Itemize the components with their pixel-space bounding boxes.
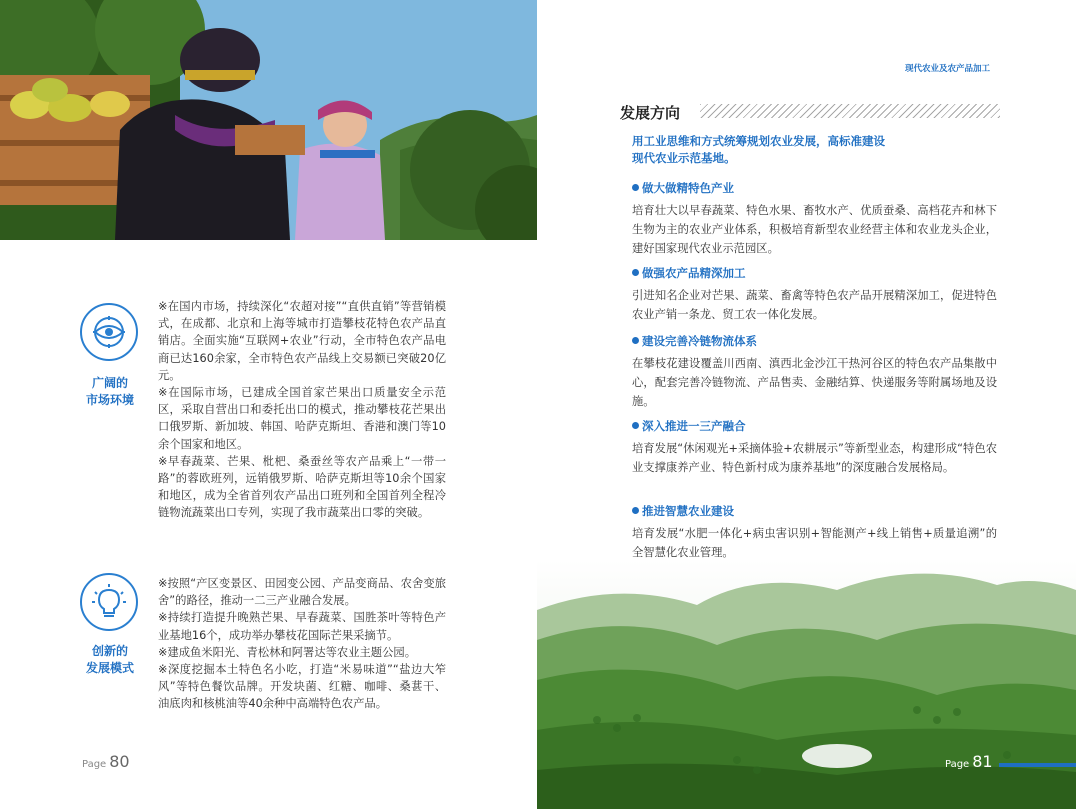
item-body: 培育壮大以早春蔬菜、特色水果、畜牧水产、优质蚕桑、高档花卉和林下生物为主的农业产业体系，积极培育新型农业经营主体和农业龙头企业，建好国家现代农业示范园区。 <box>632 204 997 255</box>
paragraph: ※按照“产区变景区、田园变公园、产品变商品、农舍变旅舍”的路径，推动一二三产业融合发展。 <box>158 577 446 608</box>
direction-item <box>632 265 997 324</box>
paragraph: ※持续打造提升晚熟芒果、早春蔬菜、国胜茶叶等特色产业基地16个，成功举办攀枝花国际芒果采摘节。 <box>158 611 446 642</box>
item-body: 在攀枝花建设覆盖川西南、滇西北金沙江干热河谷区的特色农产品集散中心，配套完善冷链物流、产品售卖、金融结算、快递服务等附属场地及设施。 <box>632 357 997 408</box>
lead-line: 用工业思维和方式统筹规划农业发展，高标准建设 <box>632 134 885 148</box>
page-number: 80 <box>109 752 130 771</box>
page-label: Page <box>82 759 107 770</box>
section-body-model <box>158 575 446 713</box>
lead-text <box>632 133 992 167</box>
item-body: 培育发展“水肥一体化+病虫害识别+智能测产+线上销售+质量追溯”的全智慧化农业管理。 <box>632 527 997 559</box>
item-heading-text: 做大做精特色产业 <box>642 181 734 195</box>
item-heading-text: 推进智慧农业建设 <box>642 504 734 518</box>
item-body: 培育发展“休闲观光+采摘体验+农耕展示”等新型业态，构建形成“特色农业支撑康养产业、特色新村成为康养基地”的深度融合发展格局。 <box>632 442 997 474</box>
bullet-dot-icon <box>632 422 639 429</box>
accent-bar <box>999 763 1076 767</box>
page-number: 81 <box>972 752 993 771</box>
title-line: 广阔的 <box>91 376 128 390</box>
bullet-dot-icon <box>632 507 639 514</box>
page-number-left <box>82 752 130 771</box>
direction-item <box>632 333 997 411</box>
right-page <box>537 0 1076 809</box>
bullet-dot-icon <box>632 184 639 191</box>
direction-item <box>632 503 997 562</box>
paragraph: ※深度挖掘本土特色名小吃，打造“米易味道”“盐边大笮风”等特色餐饮品牌。开发块菌、红糖、咖啡、桑葚干、油底肉和核桃油等40余种中高端特色农产品。 <box>158 663 446 711</box>
mountain-valley-photo <box>537 560 1076 809</box>
lead-line: 现代农业示范基地。 <box>632 151 736 165</box>
paragraph: ※在国内市场，持续深化“农超对接”“直供直销”等营销模式，在成都、北京和上海等城市打造攀枝花特色农产品直销店。全面实施“互联网+农业”行动，全市特色农产品电商已达160余家，全市特色农产品线上交易额已突破20亿元。 <box>158 300 446 382</box>
section-body-market <box>158 298 446 522</box>
page-number-right <box>945 752 993 771</box>
title-line: 发展模式 <box>85 661 134 675</box>
item-heading <box>632 333 997 350</box>
item-heading-text: 深入推进一三产融合 <box>642 419 746 433</box>
bullet-dot-icon <box>632 337 639 344</box>
photo-illustration <box>0 0 537 240</box>
section-title-model <box>70 643 150 677</box>
item-heading <box>632 418 997 435</box>
market-environment-section <box>80 298 450 553</box>
paragraph: ※建成鱼米阳光、青松林和阿署达等农业主题公园。 <box>158 645 416 659</box>
item-heading <box>632 265 997 282</box>
title-line: 创新的 <box>91 644 128 658</box>
photo-illustration <box>537 560 1076 809</box>
paragraph: ※在国际市场，已建成全国首家芒果出口质量安全示范区，采取自营出口和委托出口的模式，推动攀枝花芒果出口俄罗斯、新加坡、韩国、哈萨克斯坦、香港和澳门等10余个国家和地区。 <box>158 386 446 451</box>
item-body: 引进知名企业对芒果、蔬菜、畜禽等特色农产品开展精深加工，促进特色农业产销一条龙、贸工农一体化发展。 <box>632 289 997 321</box>
mango-farmers-photo <box>0 0 537 240</box>
item-heading-text: 做强农产品精深加工 <box>642 266 746 280</box>
direction-item <box>632 180 997 258</box>
globe-eye-icon <box>80 303 138 361</box>
section-title: 发展方向 <box>620 104 681 122</box>
item-heading-text: 建设完善冷链物流体系 <box>642 334 757 348</box>
item-heading <box>632 503 997 520</box>
development-model-section <box>80 575 450 740</box>
section-title-market <box>70 375 150 409</box>
left-page <box>0 0 537 809</box>
title-line: 市场环境 <box>85 393 134 407</box>
header-tag: 现代农业及农产品加工 <box>904 64 990 74</box>
bullet-dot-icon <box>632 269 639 276</box>
lightbulb-icon <box>80 573 138 631</box>
page-label: Page <box>945 759 970 770</box>
item-heading <box>632 180 997 197</box>
direction-item <box>632 418 997 477</box>
chevron-decoration <box>700 104 1000 118</box>
paragraph: ※早春蔬菜、芒果、枇杷、桑蚕丝等农产品乘上“一带一路”的蓉欧班列，远销俄罗斯、哈萨克斯坦等10余个国家和地区，成为全省首列农产品出口班列和全国首列全程冷链物流蔬菜出口专列，实现了我市蔬菜出口零的突破。 <box>158 454 446 520</box>
